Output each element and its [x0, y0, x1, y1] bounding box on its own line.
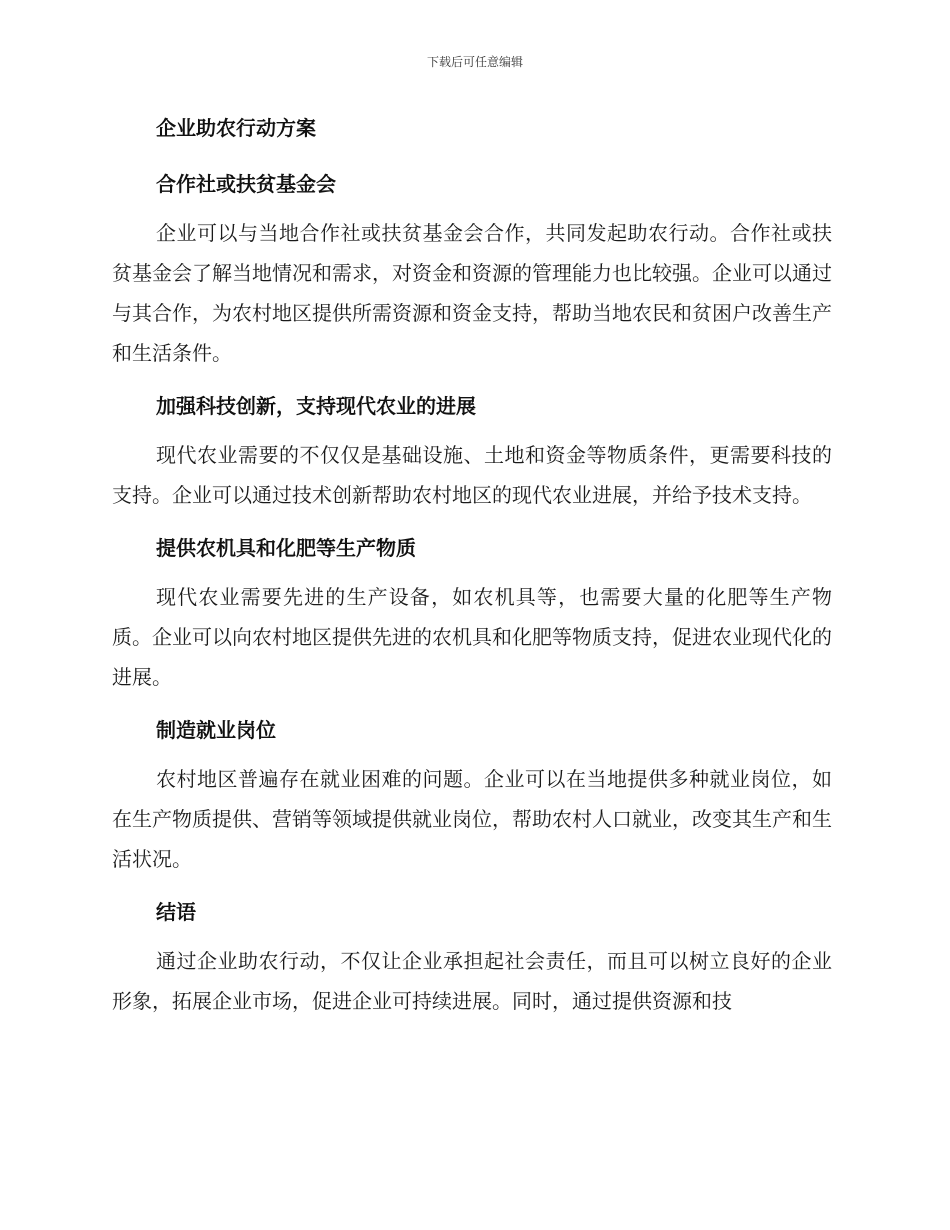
- document-title: 企业助农行动方案: [156, 116, 316, 140]
- section-heading-cooperative: 合作社或扶贫基金会: [156, 172, 336, 196]
- section-paragraph-technology: 现代农业需要的不仅仅是基础设施、土地和资金等物质条件，更需要科技的支持。企业可以通过技术创新帮助农村地区的现代农业进展，并给予技术支持。: [112, 443, 832, 507]
- section-heading-employment: 制造就业岗位: [156, 718, 276, 742]
- section-paragraph-conclusion: 通过企业助农行动，不仅让企业承担起社会责任，而且可以树立良好的企业形象，拓展企业市场，促进企业可持续进展。同时，通过提供资源和技: [112, 949, 832, 1013]
- section-paragraph-machinery: 现代农业需要先进的生产设备，如农机具等，也需要大量的化肥等生产物质。企业可以向农村地区提供先进的农机具和化肥等物质支持，促进农业现代化的进展。: [112, 585, 832, 689]
- section-paragraph-cooperative: 企业可以与当地合作社或扶贫基金会合作，共同发起助农行动。合作社或扶贫基金会了解当地情况和需求，对资金和资源的管理能力也比较强。企业可以通过与其合作，为农村地区提供所需资源和资金支持，帮助当地农民和贫困户改善生产和生活条件。: [112, 221, 832, 365]
- section-heading-technology: 加强科技创新，支持现代农业的进展: [156, 394, 476, 418]
- section-heading-conclusion: 结语: [156, 900, 196, 924]
- section-paragraph-employment: 农村地区普遍存在就业困难的问题。企业可以在当地提供多种就业岗位，如在生产物质提供、营销等领域提供就业岗位，帮助农村人口就业，改变其生产和生活状况。: [112, 767, 832, 871]
- document-body: [112, 108, 832, 1021]
- section-heading-machinery: 提供农机具和化肥等生产物质: [156, 536, 416, 560]
- page-header: 下载后可任意编辑: [426, 55, 523, 69]
